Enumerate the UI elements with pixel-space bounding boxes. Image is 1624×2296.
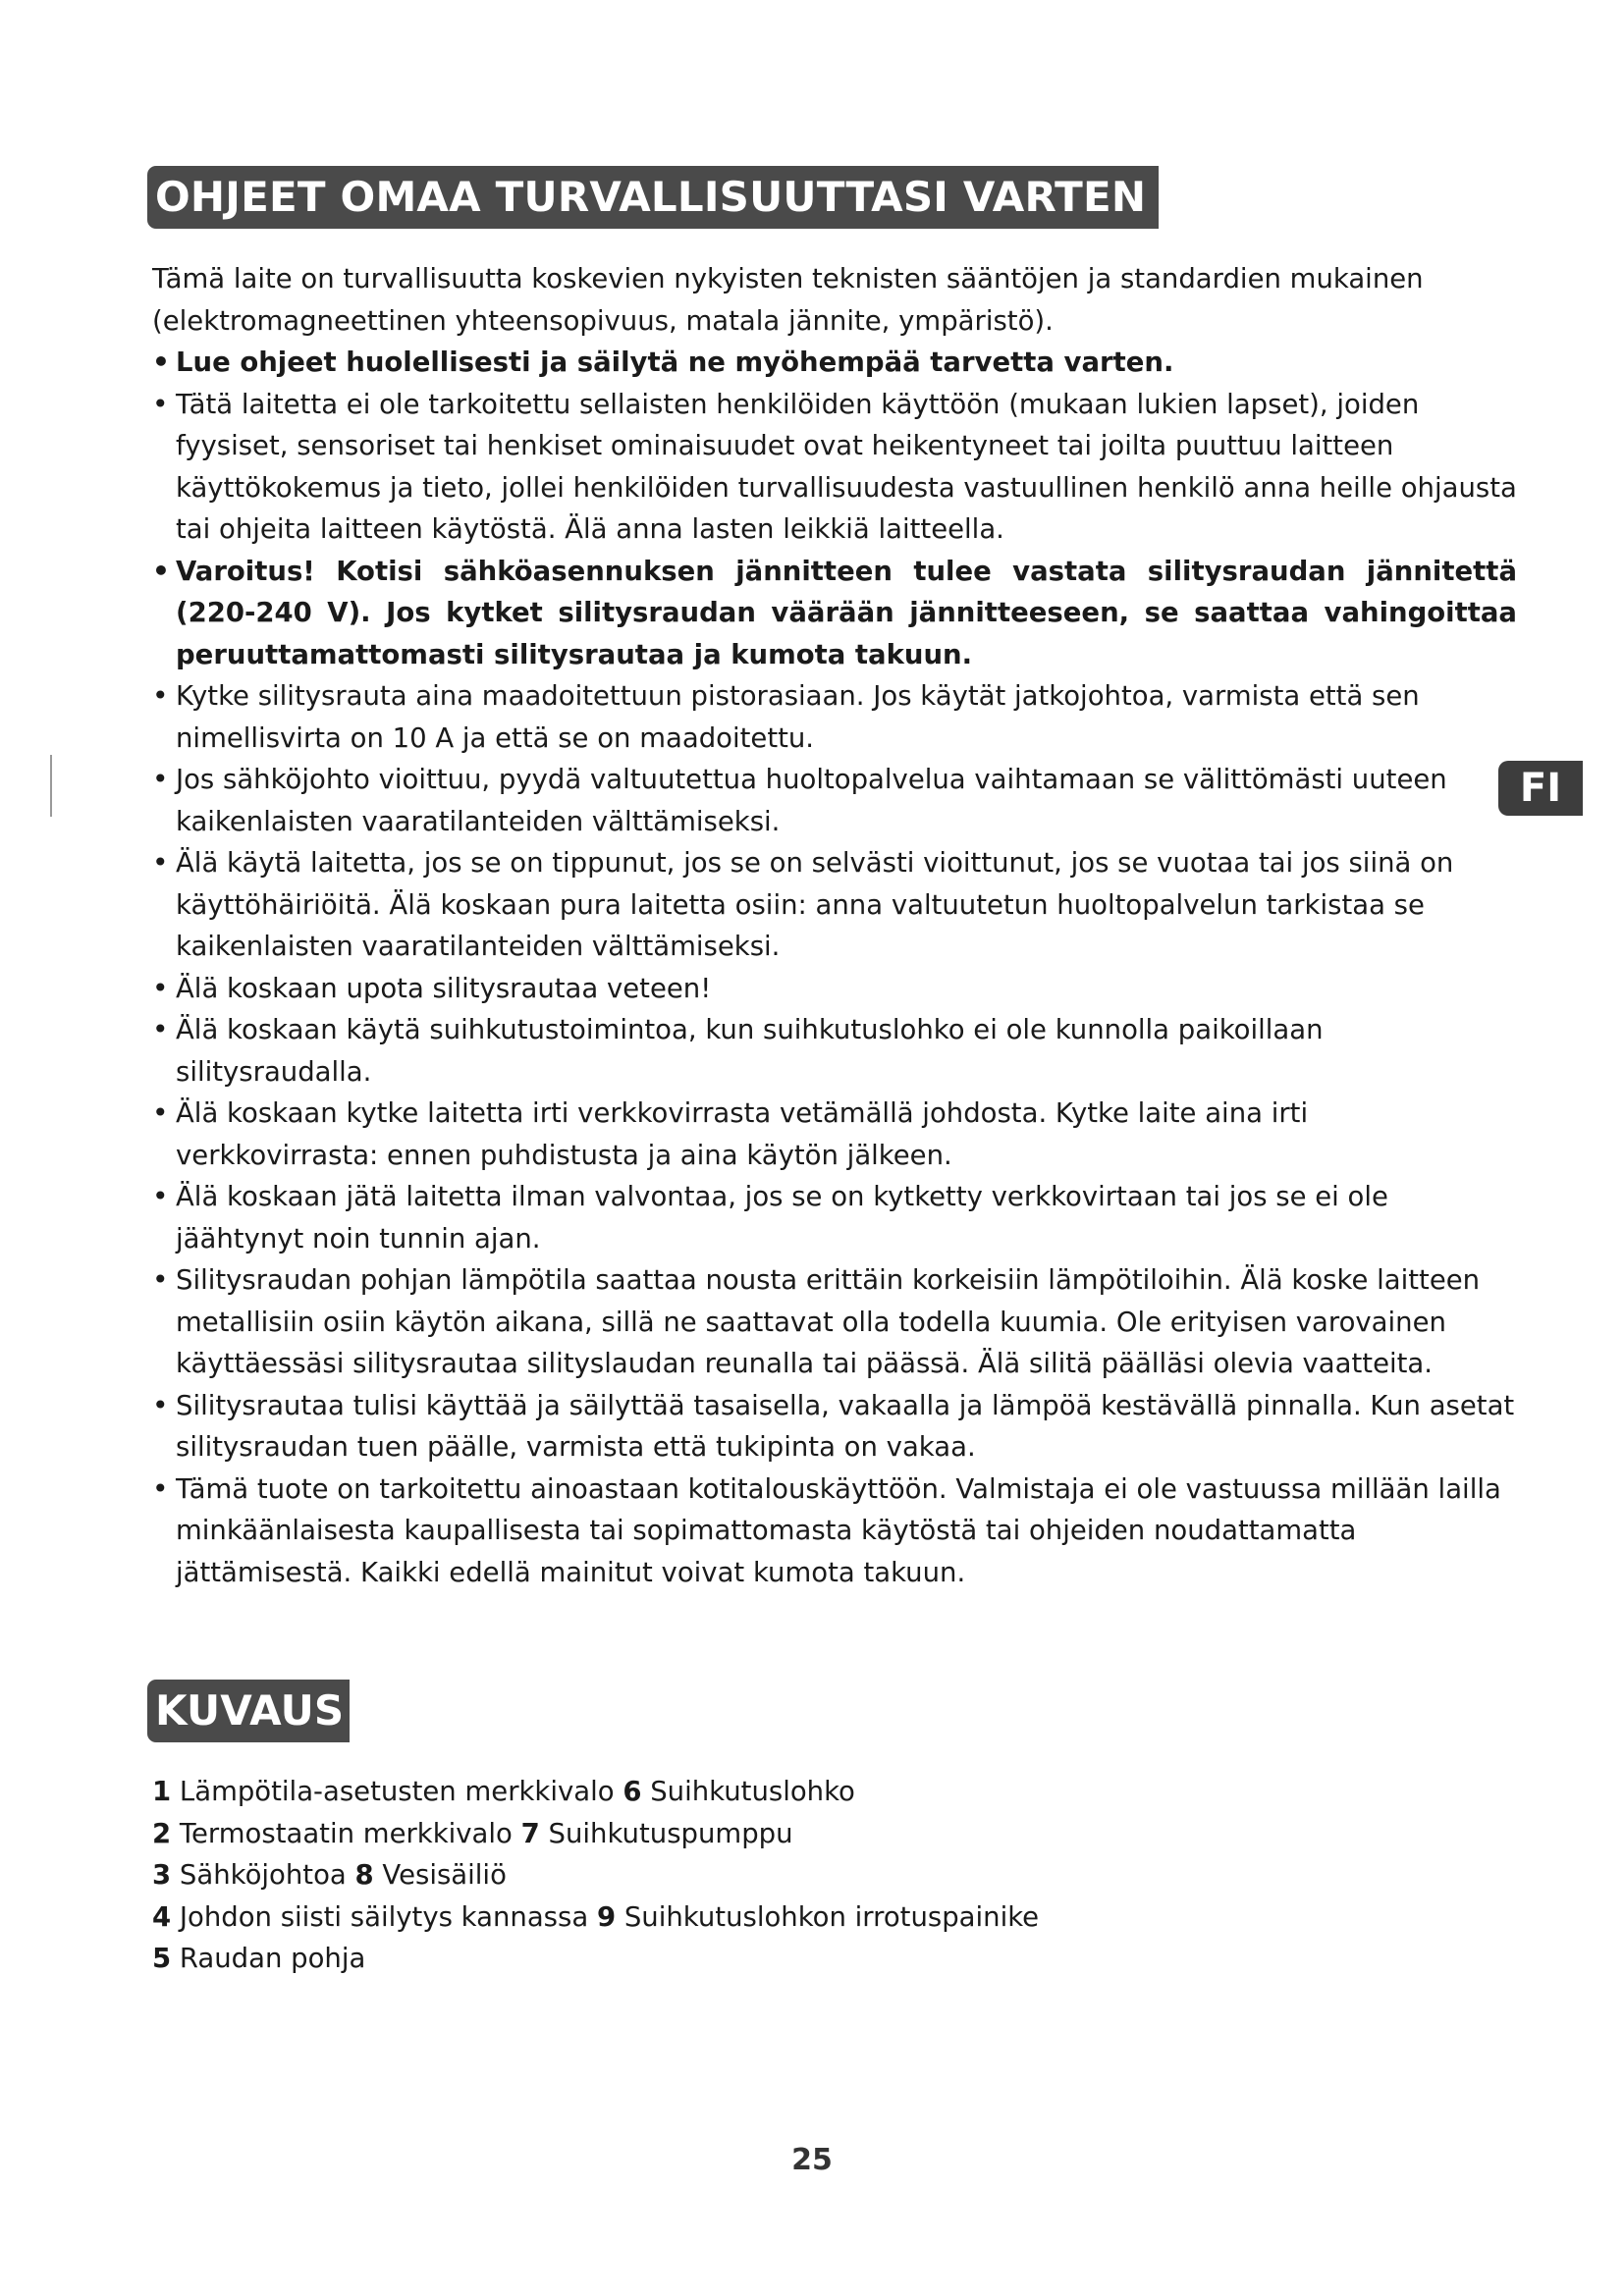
part-number: 2 bbox=[152, 1817, 172, 1849]
parts-row bbox=[152, 1813, 1429, 1855]
safety-section-title: OHJEET OMAA TURVALLISUUTTASI VARTEN bbox=[147, 166, 1159, 229]
part-number: 1 bbox=[152, 1776, 172, 1807]
part-number: 6 bbox=[623, 1776, 642, 1807]
rule-voltage-warning: • Varoitus! Kotisi sähköasennuksen jännitteen tulee vastata silitysraudan jännitettä (220-240 V). Jos kytket silitysraudan väärään jännitteeseen, se saattaa vahingoittaa peruuttamattomasti silitysrautaa ja kumota takuun. bbox=[152, 551, 1517, 676]
part-label: Suihkutuspumppu bbox=[548, 1817, 793, 1849]
language-tab: FI bbox=[1498, 761, 1583, 816]
page-number: 25 bbox=[791, 2143, 833, 2177]
rule-earthed-socket: • Kytke silitysrauta aina maadoitettuun pistorasiaan. Jos käytät jatkojohtoa, varmista että sen nimellisvirta on 10 A ja että se on maadoitettu. bbox=[152, 675, 1517, 759]
part-number: 7 bbox=[520, 1817, 540, 1849]
rule-spray-block: • Älä koskaan käytä suihkutustoimintoa, kun suihkutuslohko ei ole kunnolla paikoillaan silitysraudalla. bbox=[152, 1009, 1517, 1093]
safety-intro-text: Tämä laite on turvallisuutta koskevien nykyisten teknisten sääntöjen ja standardien mukainen (elektromagneettinen yhteensopivuus, matala jännite, ympäristö). bbox=[152, 263, 1424, 337]
part-number: 5 bbox=[152, 1943, 172, 1974]
parts-row bbox=[152, 1896, 1429, 1939]
part-label: Suihkutuslohkon irrotuspainike bbox=[623, 1900, 1040, 1933]
rule-damaged-cord: • Jos sähköjohto vioittuu, pyydä valtuutettua huoltopalvelua vaihtamaan se välittömästi uuteen kaikenlaisten vaaratilanteiden välttämiseksi. bbox=[152, 759, 1517, 842]
rule-household-only: • Tämä tuote on tarkoitettu ainoastaan kotitalouskäyttöön. Valmistaja ei ole vastuussa millään lailla minkäänlaisesta kaupallisesta tai sopimattomasta käytöstä tai ohjeiden noudattamatta jättämisestä. Kaikki edellä mainitut voivat kumota takuun. bbox=[152, 1468, 1517, 1594]
rule-hot-soleplate: • Silitysraudan pohjan lämpötila saattaa nousta erittäin korkeisiin lämpötiloihin. Älä koske laitteen metallisiin osiin käytön aikana, sillä ne saattavat olla todella kuumia. Ole erityisen varovainen käyttäessäsi silitysrautaa silityslaudan reunalla tai päässä. Älä silitä päälläsi olevia vaatteita. bbox=[152, 1259, 1517, 1385]
parts-row bbox=[152, 1854, 1429, 1896]
part-number: 4 bbox=[152, 1900, 172, 1933]
part-number: 3 bbox=[152, 1859, 172, 1891]
part-label: Sähköjohtoa bbox=[179, 1859, 347, 1891]
parts-list bbox=[152, 1771, 1429, 1980]
rule-read-instructions: • Lue ohjeet huolellisesti ja säilytä ne myöhempää tarvetta varten. bbox=[152, 342, 1517, 384]
part-label: Vesisäiliö bbox=[382, 1859, 507, 1891]
part-label: Suihkutuslohko bbox=[650, 1776, 855, 1807]
part-label: Johdon siisti säilytys kannassa bbox=[179, 1900, 589, 1933]
safety-rules-list bbox=[152, 342, 1517, 1593]
parts-row bbox=[152, 1771, 1429, 1813]
part-number: 9 bbox=[596, 1900, 617, 1933]
part-label: Termostaatin merkkivalo bbox=[179, 1817, 513, 1849]
rule-stable-surface: • Silitysrautaa tulisi käyttää ja säilyttää tasaisella, vakaalla ja lämpöä kestävällä pinnalla. Kun asetat silitysraudan tuen päälle, varmista että tukipinta on vakaa. bbox=[152, 1385, 1517, 1468]
margin-rule bbox=[50, 755, 52, 817]
part-label: Raudan pohja bbox=[179, 1943, 366, 1974]
part-label: Lämpötila-asetusten merkkivalo bbox=[179, 1776, 615, 1807]
rule-do-not-use-if-damaged: • Älä käytä laitetta, jos se on tippunut, jos se on selvästi vioittunut, jos se vuotaa tai jos siinä on käyttöhäiriöitä. Älä koskaan pura laitetta osiin: anna valtuutetun huoltopalvelun tarkistaa se kaikenlaisten vaaratilanteiden välttämiseksi. bbox=[152, 842, 1517, 968]
parts-row bbox=[152, 1938, 1429, 1980]
rule-no-immersion: • Älä koskaan upota silitysrautaa veteen! bbox=[152, 968, 1517, 1010]
part-number: 8 bbox=[354, 1859, 374, 1891]
rule-unplug: • Älä koskaan kytke laitetta irti verkkovirrasta vetämällä johdosta. Kytke laite aina irti verkkovirrasta: ennen puhdistusta ja aina käytön jälkeen. bbox=[152, 1093, 1517, 1176]
rule-not-for-children: • Tätä laitetta ei ole tarkoitettu sellaisten henkilöiden käyttöön (mukaan lukien lapset), joiden fyysiset, sensoriset tai henkiset ominaisuudet ovat heikentyneet tai joilta puuttuu laitteen käyttökokemus ja tieto, jollei henkilöiden turvallisuudesta vastuullinen henkilö anna heille ohjausta tai ohjeita laitteen käytöstä. Älä anna lasten leikkiä laitteella. bbox=[152, 384, 1517, 551]
safety-intro bbox=[152, 258, 1527, 342]
description-section-title: KUVAUS bbox=[147, 1680, 350, 1742]
rule-unattended: • Älä koskaan jätä laitetta ilman valvontaa, jos se on kytketty verkkovirtaan tai jos se ei ole jäähtynyt noin tunnin ajan. bbox=[152, 1176, 1517, 1259]
